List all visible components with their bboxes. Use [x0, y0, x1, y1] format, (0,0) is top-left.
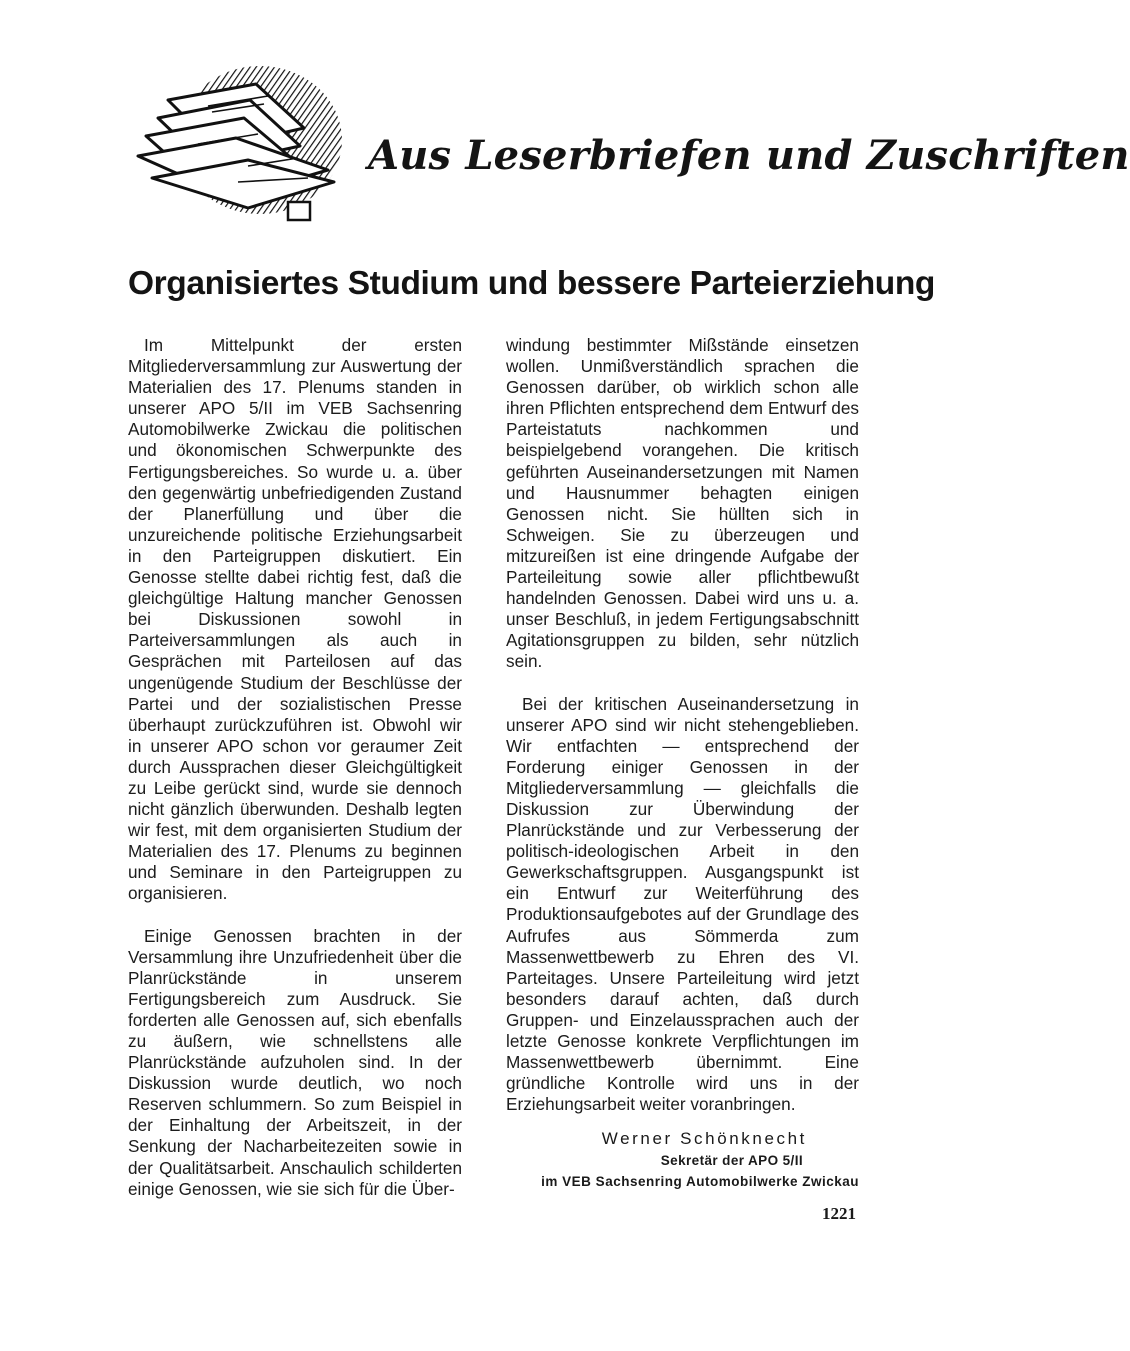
- signature-block: [506, 1128, 859, 1192]
- paragraph: windung bestimmter Mißstände einsetzen wollen. Unmißverständlich sprachen die Genossen darüber, ob wirklich schon alle ihren Pflichten entsprechend dem Entwurf des Parteistatuts nachkommen und beispielgebend vorangehen. Die kritisch geführten Auseinandersetzungen mit Namen und Hausnummer behagten einigen Genossen nicht. Sie hüllten sich in Schweigen. Sie zu überzeugen und mitzureißen ist eine dringende Aufgabe der Parteileitung sowie aller pflichtbewußt handelnden Genossen. Dabei wird uns u. a. unser Beschluß, in jedem Fertigungsabschnitt Agitationsgruppen zu bilden, sehr nützlich sein.: [506, 335, 859, 672]
- author-role: Sekretär der APO 5/II: [660, 1153, 803, 1168]
- section-heading: Aus Leserbriefen und Zuschriften: [368, 132, 1130, 179]
- page-number: 1221: [822, 1204, 856, 1223]
- stacked-letters-icon: [128, 66, 350, 226]
- paragraph: Im Mittelpunkt der ersten Mitgliederversammlung zur Auswertung der Materialien des 17. Plenums standen in unserer APO 5/II im VEB Sachsenring Automobilwerke Zwickau die politischen und ökonomischen Schwerpunkte des Fertigungsbereiches. So wurde u. a. über den gegenwärtig unbefriedigenden Zustand der Planerfüllung und über die unzureichende politische Erziehungsarbeit in den Parteigruppen diskutiert. Ein Genosse stellte dabei richtig fest, daß die gleichgültige Haltung mancher Genossen bei Diskussionen sowohl in Parteiversammlungen als auch in Gesprächen mit Parteilosen auf das ungenügende Studium der Beschlüsse der Partei und der sozialistischen Presse überhaupt zurückzuführen ist. Obwohl wir in unserer APO schon vor geraumer Zeit durch Aussprachen dieser Gleichgültigkeit zu Leibe gerückt sind, wurde sie dennoch nicht gänzlich überwunden. Deshalb legten wir fest, mit dem organisierten Studium der Materialien des 17. Plenums zu beginnen und Seminare in den Parteigruppen zu organisieren.: [128, 335, 462, 904]
- paragraph: Einige Genossen brachten in der Versammlung ihre Unzufriedenheit über die Planrückstände in unserem Fertigungsbereich zum Ausdruck. Sie forderten alle Genossen auf, sich ebenfalls zu äußern, wie schnellstens alle Planrückstände aufzuholen sind. In der Diskussion wurde deutlich, wo noch Reserven schlummern. So zum Beispiel in der Einhaltung der Arbeitszeit, in der Senkung der Nacharbeitezeiten sowie in der Qualitätsarbeit. Anschaulich schilderten einige Genossen, wie sie sich für die Über-: [128, 925, 462, 1199]
- left-column: [128, 335, 462, 1200]
- author-name: Werner Schönknecht: [601, 1129, 807, 1148]
- author-organization: im VEB Sachsenring Automobilwerke Zwickau: [541, 1174, 859, 1189]
- article-title: Organisiertes Studium und bessere Parteierziehung: [128, 265, 935, 302]
- right-column: [506, 335, 859, 1115]
- paragraph: Bei der kritischen Auseinandersetzung in unserer APO sind wir nicht stehengeblieben. Wir entfachten — entsprechend der Forderung einiger Genossen in der Mitgliederversammlung — gleichfalls die Diskussion zur Überwindung der Planrückstände und zur Verbesserung der politisch-ideologischen Arbeit in den Gewerkschaftsgruppen. Ausgangspunkt ist ein Entwurf zur Weiterführung des Produktionsaufgebotes auf der Grundlage des Aufrufes aus Sömmerda zum Massenwettbewerb zu Ehren des VI. Parteitages. Unsere Parteileitung wird jetzt besonders darauf achten, daß durch Gruppen- und Einzelaussprachen auch der letzte Genosse konkrete Verpflichtungen im Massenwettbewerb übernimmt. Eine gründliche Kontrolle wird uns in der Erziehungsarbeit weiter voranbringen.: [506, 693, 859, 1115]
